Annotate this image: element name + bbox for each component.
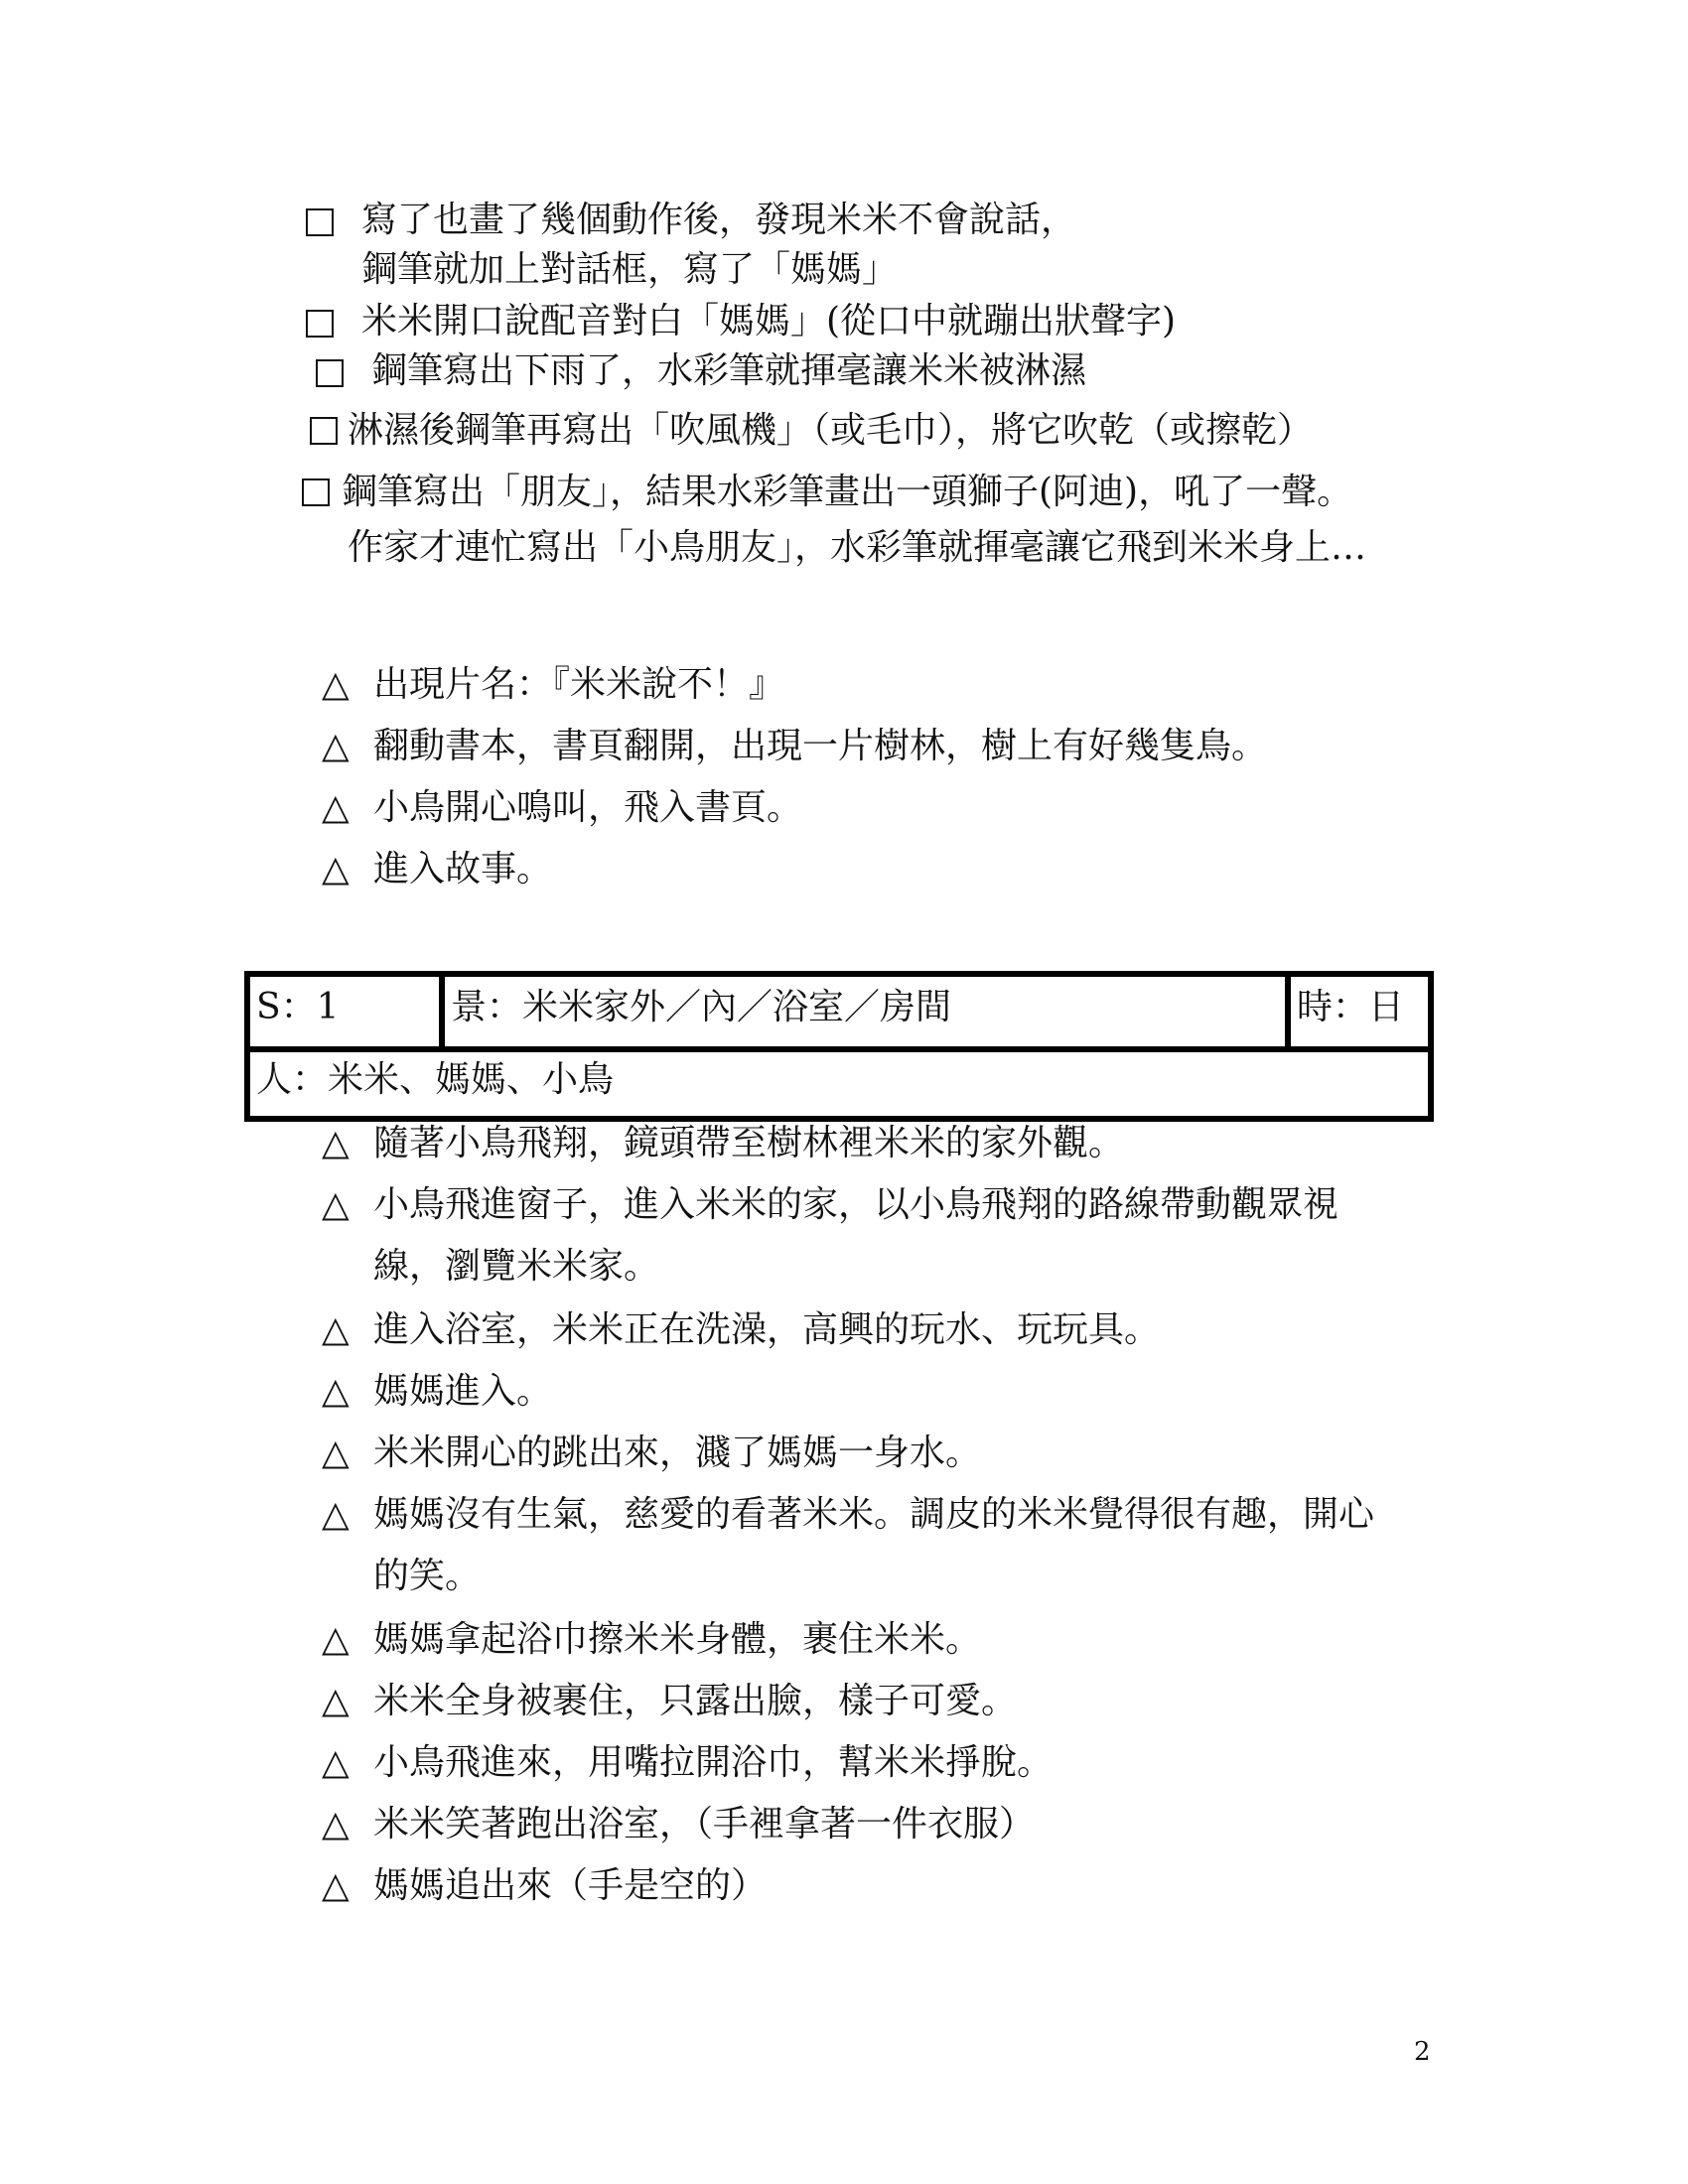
triangle-icon: △ <box>322 726 350 766</box>
checklist-item-4: 淋濕後鋼筆再寫出「吹風機」（或毛巾），將它吹乾（或擦乾） <box>348 410 1314 451</box>
action-line <box>322 663 784 707</box>
action-line <box>322 1370 552 1414</box>
action-text: 小鳥飛進窗子，進入米米的家，以小鳥飛翔的路線帶動觀眾視 <box>373 1184 1339 1225</box>
action-text-continued: 的笑。 <box>373 1556 482 1596</box>
action-line <box>322 1308 1160 1352</box>
action-line <box>322 1618 981 1662</box>
triangle-icon: △ <box>322 1123 350 1163</box>
action-text: 米米開心的跳出來，濺了媽媽一身水。 <box>373 1433 982 1473</box>
checklist-item-1-line-2: 鋼筆就加上對話框，寫了「媽媽」 <box>361 249 899 290</box>
checklist-item-3: 鋼筆寫出下雨了，水彩筆就揮毫讓米米被淋濕 <box>371 350 1087 391</box>
checkbox[interactable] <box>316 359 344 387</box>
triangle-icon: △ <box>322 1494 350 1535</box>
scene-characters: 人：米米、媽媽、小鳥 <box>256 1059 615 1100</box>
checkbox[interactable] <box>306 208 334 236</box>
scene-time: 時：日 <box>1297 987 1405 1027</box>
action-text: 媽媽進入。 <box>373 1371 553 1412</box>
action-line <box>322 848 552 891</box>
triangle-icon: △ <box>322 1619 350 1660</box>
triangle-icon: △ <box>322 1184 350 1225</box>
action-line <box>322 1183 1338 1227</box>
action-text: 翻動書本，書頁翻開，出現一片樹林，樹上有好幾隻鳥。 <box>373 726 1268 766</box>
triangle-icon: △ <box>322 1681 350 1721</box>
triangle-icon: △ <box>322 787 350 828</box>
action-line <box>322 1680 1017 1723</box>
action-text: 進入浴室，米米正在洗澡，高興的玩水、玩玩具。 <box>373 1309 1161 1350</box>
triangle-icon: △ <box>322 664 350 705</box>
action-text: 出現片名：『米米說不！』 <box>373 664 785 705</box>
triangle-icon: △ <box>322 1433 350 1473</box>
triangle-icon: △ <box>322 1742 350 1783</box>
action-text: 小鳥開心鳴叫，飛入書頁。 <box>373 787 803 828</box>
triangle-icon: △ <box>322 1804 350 1844</box>
action-line <box>322 1122 1124 1165</box>
scene-location: 景：米米家外／內／浴室／房間 <box>445 977 1291 1046</box>
action-line <box>322 1432 981 1475</box>
checkbox[interactable] <box>310 417 338 445</box>
page-number: 2 <box>1414 2037 1431 2067</box>
action-line <box>322 1493 1374 1537</box>
action-text: 米米笑著跑出浴室，（手裡拿著一件衣服） <box>373 1804 1036 1844</box>
checklist-item-5-line-2: 作家才連忙寫出「小鳥朋友」，水彩筆就揮毫讓它飛到米米身上… <box>348 527 1367 568</box>
action-text: 隨著小鳥飛翔，鏡頭帶至樹林裡米米的家外觀。 <box>373 1123 1125 1163</box>
action-line <box>322 1803 1035 1846</box>
action-text: 媽媽追出來（手是空的） <box>373 1865 768 1906</box>
action-text: 小鳥飛進來，用嘴拉開浴巾，幫米米掙脫。 <box>373 1742 1054 1783</box>
triangle-icon: △ <box>322 1309 350 1350</box>
scene-header-table <box>244 971 1434 1122</box>
scene-number: S：1 <box>250 977 445 1046</box>
triangle-icon: △ <box>322 1865 350 1906</box>
checklist-item-1-line-1: 寫了也畫了幾個動作後，發現米米不會說話， <box>361 200 1077 240</box>
checklist-item-2: 米米開口說配音對白「媽媽」(從口中就蹦出狀聲字) <box>361 301 1177 341</box>
checkbox[interactable] <box>306 310 334 338</box>
action-line <box>322 725 1267 768</box>
action-text: 媽媽沒有生氣，慈愛的看著米米。調皮的米米覺得很有趣，開心 <box>373 1494 1375 1535</box>
action-text: 米米全身被裹住，只露出臉，樣子可愛。 <box>373 1681 1018 1721</box>
scene-header-row <box>250 977 1428 1052</box>
checkbox[interactable] <box>302 478 330 506</box>
action-text: 進入故事。 <box>373 849 553 889</box>
triangle-icon: △ <box>322 849 350 889</box>
triangle-icon: △ <box>322 1371 350 1412</box>
checklist-item-5-line-1: 鋼筆寫出「朋友」，結果水彩筆畫出一頭獅子(阿迪)，吼了一聲。 <box>342 472 1353 512</box>
action-text: 媽媽拿起浴巾擦米米身體，裹住米米。 <box>373 1619 982 1660</box>
action-line <box>322 786 802 830</box>
action-text-continued: 線，瀏覽米米家。 <box>373 1246 660 1287</box>
action-line <box>322 1741 1053 1785</box>
action-line <box>322 1864 767 1908</box>
